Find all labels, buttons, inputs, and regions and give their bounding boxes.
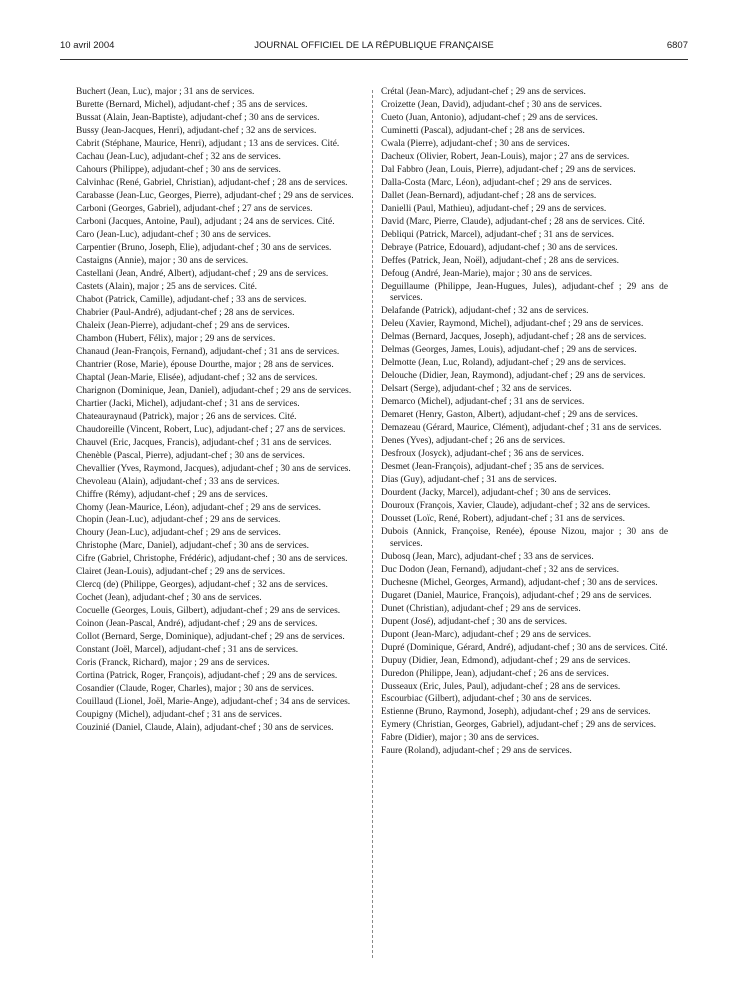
list-item: Cocuelle (Georges, Louis, Gilbert), adjudant-chef ; 29 ans de services. [76,606,341,617]
list-item: Chevallier (Yves, Raymond, Jacques), adjudant-chef ; 30 ans de services. [76,463,351,474]
list-item: Cochet (Jean), adjudant-chef ; 30 ans de services. [76,593,262,604]
list-item: Carabasse (Jean-Luc, Georges, Pierre), adjudant-chef ; 29 ans de services. [76,190,354,201]
list-item: Eymery (Christian, Georges, Gabriel), adjudant-chef ; 29 ans de services. [381,720,656,731]
list-item: Constant (Joël, Marcel), adjudant-chef ; 31 ans de services. [76,645,299,656]
list-item: Couzinié (Daniel, Claude, Alain), adjudant-chef ; 30 ans de services. [76,723,334,734]
list-item: Chenèble (Pascal, Pierre), adjudant-chef ; 30 ans de services. [76,450,305,461]
list-item: Delsart (Serge), adjudant-chef ; 32 ans de services. [381,384,572,395]
list-item: Chiffre (Rémy), adjudant-chef ; 29 ans de services. [76,489,268,500]
list-item: Dourdent (Jacky, Marcel), adjudant-chef ; 30 ans de services. [381,488,611,499]
list-item: Cahours (Philippe), adjudant-chef ; 30 ans de services. [76,164,281,175]
list-item: Dupont (Jean-Marc), adjudant-chef ; 29 ans de services. [381,629,592,640]
list-item: Dal Fabbro (Jean, Louis, Pierre), adjudant-chef ; 29 ans de services. [381,164,636,175]
list-item: Coupigny (Michel), adjudant-chef ; 31 ans de services. [76,710,282,721]
list-item: Dias (Guy), adjudant-chef ; 31 ans de services. [381,475,557,486]
list-item: Duredon (Philippe, Jean), adjudant-chef ; 26 ans de services. [381,668,609,679]
list-item: Demazeau (Gérard, Maurice, Clément), adjudant-chef ; 31 ans de services. [381,423,662,434]
list-item: Delmotte (Jean, Luc, Roland), adjudant-chef ; 29 ans de services. [381,358,626,369]
list-item: Dusseaux (Eric, Jules, Paul), adjudant-chef ; 28 ans de services. [381,681,621,692]
list-item: Demarco (Michel), adjudant-chef ; 31 ans de services. [381,397,585,408]
list-item: Clairet (Jean-Louis), adjudant-chef ; 29 ans de services. [76,567,286,578]
list-item: Carboni (Jacques, Antoine, Paul), adjudant ; 24 ans de services. Cité. [76,216,335,227]
list-item: Castets (Alain), major ; 25 ans de services. Cité. [76,281,257,292]
page-number: 6807 [666,40,688,51]
list-item: Dupré (Dominique, Gérard, André), adjudant-chef ; 30 ans de services. Cité. [381,642,668,653]
list-item: Deleu (Xavier, Raymond, Michel), adjudant-chef ; 29 ans de services. [381,319,644,330]
list-item: Carpentier (Bruno, Joseph, Elie), adjudant-chef ; 30 ans de services. [76,242,332,253]
list-item: Chaudoreille (Vincent, Robert, Luc), adjudant-chef ; 27 ans de services. [76,424,346,435]
list-item: Chaptal (Jean-Marie, Elisée), adjudant-chef ; 32 ans de services. [76,372,318,383]
list-item: David (Marc, Pierre, Claude), adjudant-chef ; 28 ans de services. Cité. [381,216,645,227]
list-item: Delmas (Georges, James, Louis), adjudant-chef ; 29 ans de services. [381,345,637,356]
list-item: Cueto (Juan, Antonio), adjudant-chef ; 29 ans de services. [381,112,598,123]
list-item: Cwala (Pierre), adjudant-chef ; 30 ans de services. [381,138,570,149]
list-item: Coinon (Jean-Pascal, André), adjudant-chef ; 29 ans de services. [76,619,318,630]
list-item: Chantrier (Rose, Marie), épouse Dourthe, major ; 28 ans de services. [76,359,334,370]
list-item: Escourbiac (Gilbert), adjudant-chef ; 30 ans de services. [381,694,592,705]
list-item: Cifre (Gabriel, Christophe, Frédéric), adjudant-chef ; 30 ans de services. [76,554,348,565]
list-item: Fabre (Didier), major ; 30 ans de services. [381,733,540,744]
list-item: Chevoleau (Alain), adjudant-chef ; 33 ans de services. [76,476,280,487]
list-item: Dupent (José), adjudant-chef ; 30 ans de services. [381,616,568,627]
issue-date: 10 avril 2004 [60,40,115,51]
list-item: Danielli (Paul, Mathieu), adjudant-chef ; 29 ans de services. [381,203,607,214]
list-item: Dubois (Annick, Françoise, Renée), épouse Nizou, major ; 30 ans de services. [381,527,668,549]
list-item: Chateauraynaud (Patrick), major ; 26 ans de services. Cité. [76,411,297,422]
list-item: Delouche (Didier, Jean, Raymond), adjudant-chef ; 29 ans de services. [381,371,646,382]
list-item: Debraye (Patrice, Edouard), adjudant-chef ; 30 ans de services. [381,242,618,253]
list-item: Cosandier (Claude, Roger, Charles), major ; 30 ans de services. [76,684,314,695]
list-item: Delafande (Patrick), adjudant-chef ; 32 ans de services. [381,306,589,317]
list-item: Caro (Jean-Luc), adjudant-chef ; 30 ans de services. [76,229,271,240]
page-header [60,40,688,56]
list-item: Chabrier (Paul-André), adjudant-chef ; 28 ans de services. [76,307,295,318]
left-column [76,87,363,736]
list-item: Croizette (Jean, David), adjudant-chef ; 30 ans de services. [381,99,603,110]
list-item: Bussat (Alain, Jean-Baptiste), adjudant-chef ; 30 ans de services. [76,112,320,123]
list-item: Cachau (Jean-Luc), adjudant-chef ; 32 ans de services. [76,151,281,162]
list-item: Chambon (Hubert, Félix), major ; 29 ans de services. [76,333,276,344]
list-item: Dunet (Christian), adjudant-chef ; 29 ans de services. [381,603,581,614]
list-item: Dupuy (Didier, Jean, Edmond), adjudant-chef ; 29 ans de services. [381,655,631,666]
list-item: Choury (Jean-Luc), adjudant-chef ; 29 ans de services. [76,528,281,539]
header-rule [60,59,688,60]
list-item: Defoug (André, Jean-Marie), major ; 30 ans de services. [381,268,593,279]
list-item: Cortina (Patrick, Roger, François), adjudant-chef ; 29 ans de services. [76,671,338,682]
list-item: Douroux (François, Xavier, Claude), adjudant-chef ; 32 ans de services. [381,501,651,512]
list-item: Calvinhac (René, Gabriel, Christian), adjudant-chef ; 28 ans de services. [76,177,348,188]
list-item: Collot (Bernard, Serge, Dominique), adjudant-chef ; 29 ans de services. [76,632,345,643]
list-item: Faure (Roland), adjudant-chef ; 29 ans de services. [381,746,572,757]
list-item: Chabot (Patrick, Camille), adjudant-chef ; 33 ans de services. [76,294,307,305]
list-item: Delmas (Bernard, Jacques, Joseph), adjudant-chef ; 28 ans de services. [381,332,647,343]
list-item: Dousset (Loïc, René, Robert), adjudant-chef ; 31 ans de services. [381,514,625,525]
list-item: Chartier (Jacki, Michel), adjudant-chef ; 31 ans de services. [76,398,300,409]
list-item: Estienne (Bruno, Raymond, Joseph), adjudant-chef ; 29 ans de services. [381,707,651,718]
list-item: Duc Dodon (Jean, Fernand), adjudant-chef ; 32 ans de services. [381,564,619,575]
list-item: Deffes (Patrick, Jean, Noël), adjudant-chef ; 28 ans de services. [381,255,620,266]
list-item: Clercq (de) (Philippe, Georges), adjudant-chef ; 32 ans de services. [76,580,328,591]
list-item: Coris (Franck, Richard), major ; 29 ans de services. [76,658,270,669]
list-item: Demaret (Henry, Gaston, Albert), adjudant-chef ; 29 ans de services. [381,410,638,421]
list-item: Couillaud (Lionel, Joël, Marie-Ange), adjudant-chef ; 34 ans de services. [76,697,351,708]
list-item: Burette (Bernard, Michel), adjudant-chef ; 35 ans de services. [76,99,308,110]
list-item: Cabrit (Stéphane, Maurice, Henri), adjudant ; 13 ans de services. Cité. [76,138,340,149]
list-item: Chomy (Jean-Maurice, Léon), adjudant-chef ; 29 ans de services. [76,502,321,513]
list-item: Bussy (Jean-Jacques, Henri), adjudant-chef ; 32 ans de services. [76,125,317,136]
list-item: Chopin (Jean-Luc), adjudant-chef ; 29 ans de services. [76,515,281,526]
list-item: Charignon (Dominique, Jean, Daniel), adjudant-chef ; 29 ans de services. [76,385,352,396]
list-item: Chaleix (Jean-Pierre), adjudant-chef ; 29 ans de services. [76,320,290,331]
list-item: Dacheux (Olivier, Robert, Jean-Louis), major ; 27 ans de services. [381,151,630,162]
list-item: Duchesne (Michel, Georges, Armand), adjudant-chef ; 30 ans de services. [381,577,658,588]
list-item: Dalla-Costa (Marc, Léon), adjudant-chef ; 29 ans de services. [381,177,612,188]
list-item: Dallet (Jean-Bernard), adjudant-chef ; 28 ans de services. [381,190,597,201]
list-item: Deguillaume (Philippe, Jean-Hugues, Jules), adjudant-chef ; 29 ans de services. [381,281,668,304]
column-separator [372,90,373,958]
list-item: Chauvel (Eric, Jacques, Francis), adjudant-chef ; 31 ans de services. [76,437,332,448]
list-item: Dugaret (Daniel, Maurice, François), adjudant-chef ; 29 ans de services. [381,590,652,601]
list-item: Desfroux (Josyck), adjudant-chef ; 36 ans de services. [381,449,584,460]
list-item: Dubosq (Jean, Marc), adjudant-chef ; 33 ans de services. [381,551,594,562]
list-item: Carboni (Georges, Gabriel), adjudant-chef ; 27 ans de services. [76,203,313,214]
list-item: Cuminetti (Pascal), adjudant-chef ; 28 ans de services. [381,125,585,136]
list-item: Desmet (Jean-François), adjudant-chef ; 35 ans de services. [381,462,605,473]
list-item: Castellani (Jean, André, Albert), adjudant-chef ; 29 ans de services. [76,268,329,279]
list-item: Crétal (Jean-Marc), adjudant-chef ; 29 ans de services. [381,87,586,97]
list-item: Denes (Yves), adjudant-chef ; 26 ans de services. [381,436,566,447]
list-item: Christophe (Marc, Daniel), adjudant-chef ; 30 ans de services. [76,541,309,552]
list-item: Chanaud (Jean-François, Fernand), adjudant-chef ; 31 ans de services. [76,346,340,357]
list-item: Buchert (Jean, Luc), major ; 31 ans de services. [76,87,255,97]
journal-title: JOURNAL OFFICIEL DE LA RÉPUBLIQUE FRANÇAISE [254,40,494,51]
list-item: Debliqui (Patrick, Marcel), adjudant-chef ; 31 ans de services. [381,229,614,240]
list-item: Castaigns (Annie), major ; 30 ans de services. [76,255,249,266]
right-column [381,87,668,759]
